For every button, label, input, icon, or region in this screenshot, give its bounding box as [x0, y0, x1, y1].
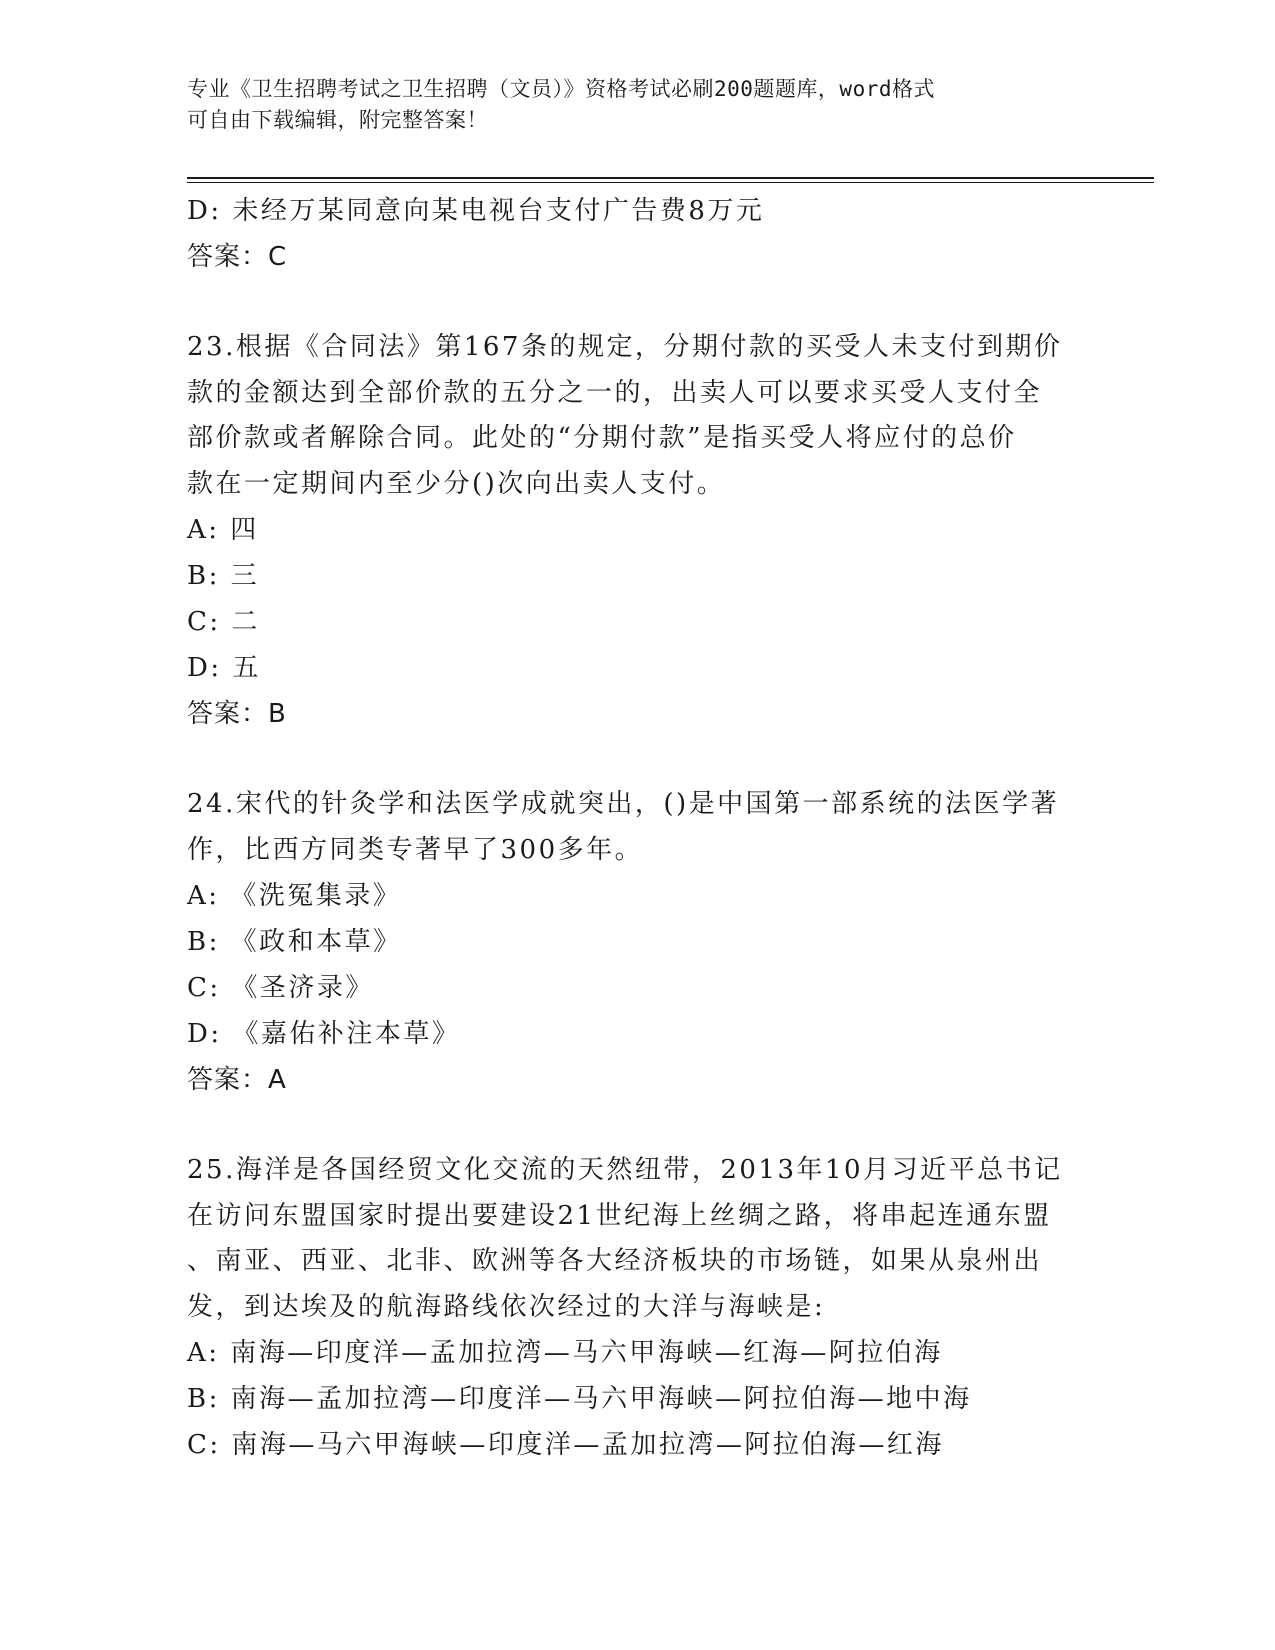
option-c: C: 《圣济录》: [187, 973, 374, 1003]
question-text-line: 部价款或者解除合同。此处的“分期付款”是指买受人将应付的总价: [187, 423, 1017, 453]
question-text-line: 作，比西方同类专著早了300多年。: [187, 834, 644, 865]
question-text-line: 24.宋代的针灸学和法医学成就突出，()是中国第一部系统的法医学著: [187, 789, 1060, 819]
option-d: D: 《嘉佑补注本草》: [187, 1019, 461, 1049]
option-c: C: 二: [187, 607, 260, 637]
spacer: [187, 737, 1087, 782]
option-b: B: 南海—孟加拉湾—印度洋—马六甲海峡—阿拉伯海—地中海: [187, 1384, 972, 1414]
answer-line: 答案：C: [187, 242, 288, 272]
option-a: A: 《洗冤集录》: [187, 881, 402, 911]
document-header: [187, 74, 1087, 136]
header-divider: [187, 177, 1154, 179]
header-line-2: 可自由下载编辑，附完整答案！: [187, 108, 488, 132]
question-text-line: 款的金额达到全部价款的五分之一的，出卖人可以要求买受人支付全: [187, 377, 1043, 408]
option-a: A: 四: [187, 515, 259, 545]
option-d: D: 未经万某同意向某电视台支付广告费8万元: [187, 196, 765, 226]
header-line-1: 专业《卫生招聘考试之卫生招聘（文员）》资格考试必刷200题题库，word格式: [187, 77, 935, 101]
question-25: [187, 1148, 1087, 1468]
question-text-line: 在访问东盟国家时提出要建设21世纪海上丝绸之路，将串起连通东盟: [187, 1200, 1052, 1231]
document-body: [187, 188, 1087, 1468]
answer-line: 答案：B: [187, 699, 287, 729]
question-23: [187, 325, 1087, 737]
question-text-line: 发，到达埃及的航海路线依次经过的大洋与海峡是:: [187, 1291, 826, 1322]
question-text-line: 、南亚、西亚、北非、欧洲等各大经济板块的市场链，如果从泉州出: [187, 1246, 1043, 1276]
spacer: [187, 1103, 1087, 1148]
option-d: D: 五: [187, 653, 261, 683]
option-c: C: 南海—马六甲海峡—印度洋—孟加拉湾—阿拉伯海—红海: [187, 1430, 944, 1460]
option-b: B: 《政和本草》: [187, 927, 402, 957]
question-text-line: 25.海洋是各国经贸文化交流的天然纽带，2013年10月习近平总书记: [187, 1155, 1063, 1185]
spacer: [187, 280, 1087, 325]
header-divider-thin: [187, 182, 1154, 183]
option-b: B: 三: [187, 561, 260, 591]
answer-line: 答案：A: [187, 1065, 287, 1095]
option-a: A: 南海—印度洋—孟加拉湾—马六甲海峡—红海—阿拉伯海: [187, 1338, 943, 1368]
question-24: [187, 782, 1087, 1103]
question-text-line: 款在一定期间内至少分()次向出卖人支付。: [187, 468, 726, 499]
question-text-line: 23.根据《合同法》第167条的规定，分期付款的买受人未支付到期价: [187, 332, 1063, 362]
